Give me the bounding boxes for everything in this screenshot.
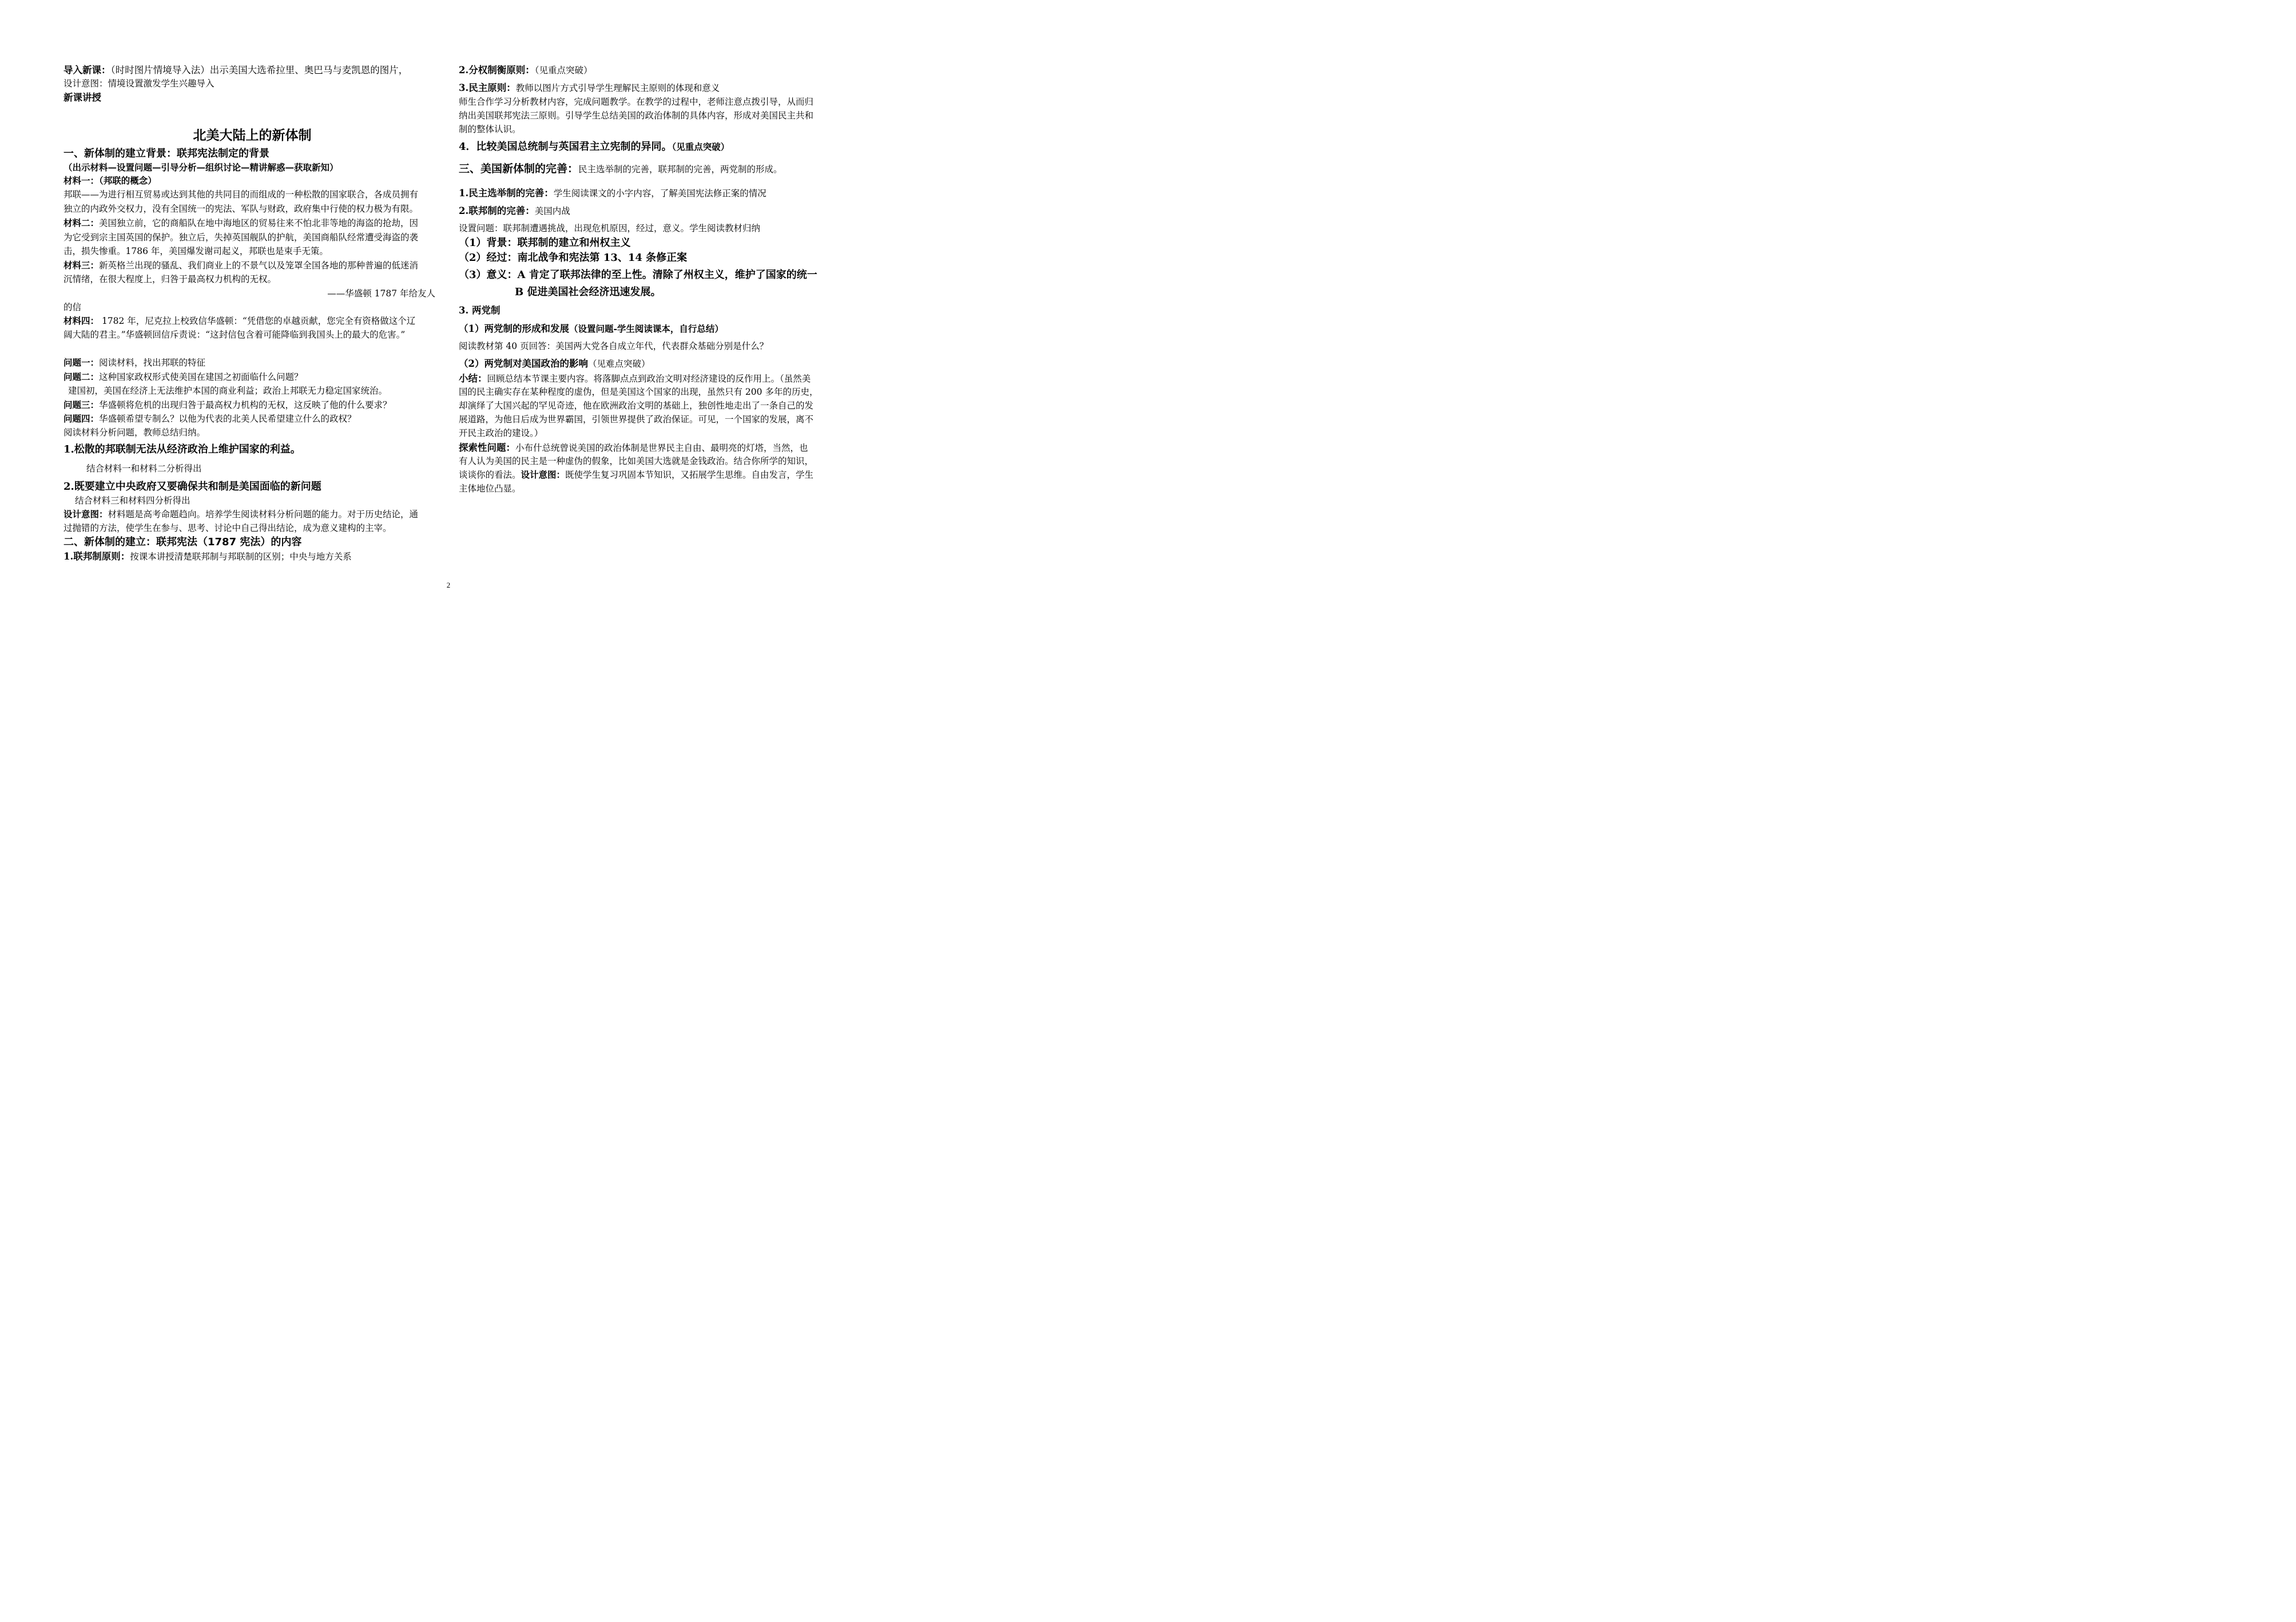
question-4-text: 华盛顿希望专制么？以他为代表的北美人民希望建立什么的政权？ (99, 414, 356, 424)
design-2-line (63, 509, 418, 520)
material-2-text: 美国独立前，它的商船队在地中海地区的贸易往来不怕北非等地的海盗的抢劫，因 (99, 218, 419, 228)
two-party-2 (459, 358, 650, 370)
refine-1-label: 1.民主选举制的完善： (459, 188, 554, 199)
compare-note: （见重点突破） (672, 141, 730, 152)
coop-line: 师生合作学习分析教材内容，完成问题教学。在教学的过程中，老师注意点拨引导，从而归 (459, 97, 814, 107)
explore-line: 主体地位凸显。 (459, 483, 521, 494)
material-4-label: 材料四： (63, 315, 100, 326)
material-2-line (63, 218, 418, 229)
material-4-line (63, 316, 415, 327)
intro-line (63, 65, 408, 76)
explore-line: 有人认为美国的民主是一种虚伪的假象，比如美国大选就是金钱政治。结合你所学的知识， (459, 456, 814, 466)
explore-design-label: 设计意图： (521, 469, 566, 480)
intro-label: 导入新课： (63, 65, 111, 76)
compare-heading (459, 141, 729, 153)
explore-text: 谈谈你的看法。 (459, 470, 521, 480)
material-1-line: 邦联——为进行相互贸易或达到其他的共同目的而组成的一种松散的国家联合，各成员拥有 (63, 189, 419, 200)
section-3-heading: 三、美国新体制的完善： (459, 162, 579, 175)
meaning-line: （3）意义：A 肯定了联邦法律的至上性。清除了州权主义，维护了国家的统一 (459, 269, 817, 281)
section-1-method: （出示材料—设置问题—引导分析—组织讨论—精讲解惑—获取新知） (63, 162, 339, 173)
design-line: 设计意图：情境设置激发学生兴趣导入 (63, 78, 214, 89)
explore-design-text: 既使学生复习巩固本节知识，又拓展学生思维。自由发言，学生 (565, 470, 814, 480)
question-4-label: 问题四： (63, 413, 100, 424)
question-1-text: 阅读材料，找出邦联的特征 (99, 358, 206, 368)
summary-text: 回顾总结本节课主要内容。将落脚点点到政治文明对经济建设的反作用上。（虽然美 (487, 374, 811, 384)
two-party-read: 阅读教材第 40 页回答：美国两大党各自成立年代，代表群众基础分别是什么？ (459, 341, 769, 351)
summary-label: 小结： (459, 373, 487, 384)
material-3-source: ——华盛顿 1787 年给友人 (327, 288, 435, 299)
read-analysis-line: 阅读材料分析问题，教师总结归纳。 (63, 427, 206, 438)
two-party-1 (459, 323, 724, 335)
question-2-text: 这种国家政权形式使美国在建国之初面临什么问题？ (99, 372, 303, 382)
intro-text: （时时图片情境导入法）出示美国大选希拉里、奥巴马与麦凯恩的图片， (110, 65, 408, 76)
principle-2 (459, 65, 593, 76)
two-party-1-label: （1）两党制的形成和发展 (459, 323, 569, 334)
two-party-heading: 3. 两党制 (459, 305, 500, 316)
principle-3 (459, 82, 720, 94)
question-setup: 设置问题：联邦制遭遇挑战，出现危机原因，经过，意义。学生阅读教材归纳 (459, 223, 761, 233)
meaning-line: B 促进美国社会经济迅速发展。 (515, 286, 661, 298)
coop-line: 纳出美国联邦宪法三原则。引导学生总结美国的政治体制的具体内容，形成对美国民主共和 (459, 110, 814, 121)
page-title: 北美大陆上的新体制 (193, 128, 312, 143)
document-page (0, 0, 897, 633)
section-3-line (459, 162, 782, 176)
refine-1-text: 学生阅读课文的小字内容，了解美国宪法修正案的情况 (553, 188, 766, 199)
design-2-label: 设计意图： (63, 509, 108, 519)
point-2-note: 结合材料三和材料四分析得出 (75, 495, 190, 506)
design-2-line: 过抛错的方法，使学生在参与、思考、讨论中自己得出结论，成为意义建构的主宰。 (63, 523, 392, 533)
question-4 (63, 414, 356, 425)
question-2-label: 问题二： (63, 371, 100, 382)
new-lesson-label: 新课讲授 (63, 92, 101, 103)
principle-1 (63, 551, 352, 562)
material-4-line: 阔大陆的君主。”华盛顿回信斥责说：“这封信包含着可能降临到我国头上的最大的危害。” (63, 330, 406, 340)
question-3-label: 问题三： (63, 399, 100, 410)
coop-line: 制的整体认识。 (459, 124, 521, 134)
section-2-heading: 二、新体制的建立：联邦宪法（1787 宪法）的内容 (63, 536, 302, 548)
summary-line: 却演绎了大国兴起的罕见奇迹，他在欧洲政治文明的基础上，独创性地走出了一条自己的发 (459, 400, 814, 411)
question-2 (63, 372, 303, 383)
two-party-2-note: （见难点突破） (587, 359, 650, 369)
point-2: 2.既要建立中央政府又要确保共和制是美国面临的新问题 (63, 481, 321, 493)
material-3-source-cont: 的信 (63, 302, 82, 312)
summary-line: 展道路，为他日后成为世界霸国，引领世界提供了政治保证。可见，一个国家的发展，离不 (459, 414, 814, 425)
material-3-text: 新英格兰出现的骚乱、我们商业上的不景气以及笼罩全国各地的那种普遍的低迷消 (99, 260, 419, 271)
material-1-line: 独立的内政外交权力，没有全国统一的宪法、军队与财政，政府集中行使的权力极为有限。 (63, 204, 419, 214)
principle-1-text: 按课本讲授清楚联邦制与邦联制的区别；中央与地方关系 (130, 552, 352, 562)
material-3-line: 沉情绪，在很大程度上，归咎于最高权力机构的无权。 (63, 274, 277, 284)
principle-3-text: 教师以图片方式引导学生理解民主原则的体现和意义 (515, 83, 720, 93)
material-2-label: 材料二： (63, 217, 100, 228)
question-3-text: 华盛顿将危机的出现归咎于最高权力机构的无权，这反映了他的什么要求？ (99, 400, 392, 410)
material-2-line: 击，损失惨重。1786 年，美国爆发谢司起义，邦联也是束手无策。 (63, 246, 328, 256)
refine-2-text: 美国内战 (534, 206, 570, 216)
principle-2-text: （见重点突破） (534, 65, 593, 76)
background-line: （1）背景：联邦制的建立和州权主义 (459, 237, 631, 249)
material-3-line (63, 260, 418, 271)
principle-2-label: 2.分权制衡原则： (459, 65, 535, 76)
question-3 (63, 400, 392, 411)
question-1 (63, 358, 205, 368)
point-1: 1.松散的邦联制无法从经济政治上维护国家的利益。 (63, 443, 301, 455)
summary-line (459, 373, 811, 384)
explore-label: 探索性问题： (459, 442, 515, 453)
two-party-1-note: （设置问题-学生阅读课本，自行总结） (569, 323, 724, 334)
refine-2 (459, 205, 570, 217)
question-2-answer: 建国初，美国在经济上无法维护本国的商业利益；政治上邦联无力稳定国家统治。 (68, 386, 388, 396)
summary-line: 国的民主确实存在某种程度的虚伪，但是美国这个国家的出现，虽然只有 200 多年的历史， (459, 387, 819, 397)
material-4-text: 1782 年，尼克拉上校致信华盛顿：“凭借您的卓越贡献，您完全有资格做这个辽 (99, 316, 416, 326)
explore-text: 小布什总统曾说美国的政治体制是世界民主自由、最明亮的灯塔，当然，也 (515, 443, 808, 453)
compare-heading-text: 4．比较美国总统制与英国君主立宪制的异同。 (459, 141, 672, 153)
material-2-line: 为它受到宗主国英国的保护。独立后，失掉英国舰队的护航，美国商船队经常遭受海盗的袭 (63, 232, 419, 243)
section-1-heading: 一、新体制的建立背景：联邦宪法制定的背景 (63, 148, 269, 160)
section-3-text: 民主选举制的完善，联邦制的完善，两党制的形成。 (578, 164, 782, 175)
design-2-text: 材料题是高考命题趋向。培养学生阅读材料分析问题的能力。对于历史结论，通 (108, 509, 419, 519)
point-1-note: 结合材料一和材料二分析得出 (86, 463, 202, 474)
two-party-2-label: （2）两党制对美国政治的影响 (459, 358, 588, 369)
material-3-label: 材料三： (63, 260, 100, 271)
explore-line (459, 442, 808, 454)
page-number: 2 (446, 581, 451, 589)
material-1-label: 材料一：（邦联的概念） (63, 175, 157, 186)
process-line: （2）经过：南北战争和宪法第 13、14 条修正案 (459, 252, 688, 264)
explore-line (459, 470, 813, 481)
principle-3-label: 3.民主原则： (459, 82, 516, 93)
principle-1-label: 1.联邦制原则： (63, 551, 130, 562)
refine-1 (459, 188, 766, 199)
question-1-label: 问题一： (63, 357, 100, 368)
refine-2-label: 2.联邦制的完善： (459, 205, 535, 216)
summary-line: 开民主政治的建设。） (459, 428, 543, 438)
